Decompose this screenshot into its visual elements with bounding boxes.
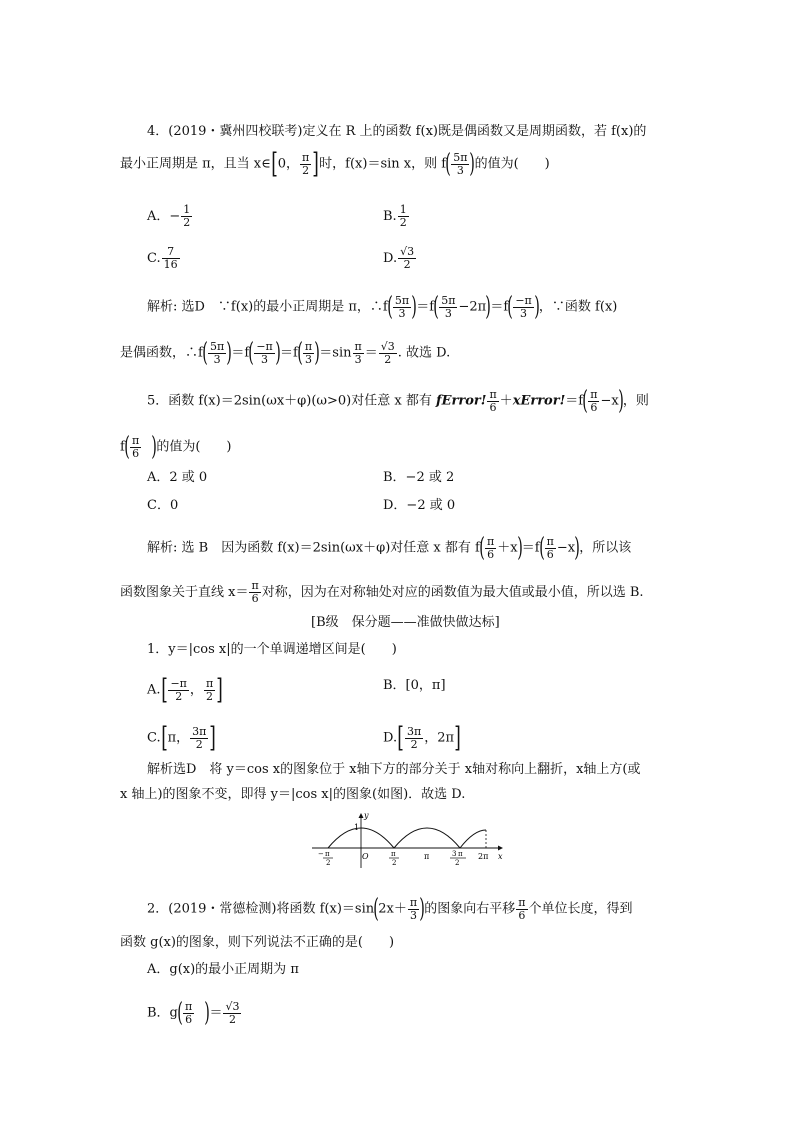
parenthesis: ( <box>297 338 303 368</box>
math-text: 的值为( ) <box>156 439 232 455</box>
parenthesis: ) <box>314 338 321 368</box>
math-text: 3 <box>520 306 528 320</box>
fraction <box>249 580 260 605</box>
q4-option-a <box>147 204 193 229</box>
math-text: −x <box>556 540 576 556</box>
math-text: π <box>251 579 259 592</box>
math-text: D. <box>383 251 398 266</box>
math-text: −x <box>600 393 619 409</box>
math-text: 2．(2019・常德检测)将函数 f(x)＝sin <box>147 901 375 917</box>
q5-solution-line2 <box>120 580 644 605</box>
math-text: fError! <box>436 393 487 409</box>
parenthesis: ) <box>151 432 158 462</box>
bracket-close: ] <box>312 147 319 180</box>
math-text: 6 <box>487 547 495 561</box>
math-text: C. <box>147 251 161 266</box>
math-text: π <box>409 895 418 909</box>
parenthesis: ( <box>248 338 255 368</box>
fraction <box>516 897 527 922</box>
math-text: 3π <box>407 724 422 738</box>
fraction <box>190 726 208 751</box>
parenthesis: ) <box>226 338 233 368</box>
parenthesis: ) <box>485 292 492 322</box>
math-text: ＝f <box>521 540 540 556</box>
math-text: 3π <box>192 724 207 738</box>
parenthesis: ) <box>419 894 425 924</box>
bracket: [ <box>160 673 168 706</box>
math-text: π <box>205 676 214 690</box>
b1-solution-line2: x 轴上)的图象不变，即得 y＝|cos x|的图象(如图)．故选 D. <box>120 787 466 802</box>
parenthesis: ( <box>433 292 439 322</box>
math-text: π <box>590 387 598 401</box>
q4-solution-line2 <box>120 340 450 366</box>
math-text: −2π <box>458 299 487 315</box>
math-text: 5π <box>453 150 468 164</box>
math-text: 2 <box>403 258 411 271</box>
b1-solution-line1: 解析选D 将 y＝cos x的图象位于 x轴下方的部分关于 x轴对称向上翻折，x轴上方(或 <box>147 762 641 777</box>
parenthesis: ( <box>124 432 130 462</box>
fraction <box>223 1001 241 1026</box>
math-text: 16 <box>163 258 178 271</box>
fraction <box>451 152 469 177</box>
math-text: ，∵函数 f(x) <box>538 299 618 315</box>
x-label: x <box>498 852 503 861</box>
math-text: ＝f <box>279 345 298 361</box>
math-text: 2 <box>175 689 183 703</box>
math-text: π <box>489 387 497 401</box>
q5-stem-line1 <box>147 388 649 414</box>
b1-option-a <box>147 673 223 706</box>
fraction <box>545 536 556 561</box>
b1-stem: 1．y＝|cos x|的一个单调递增区间是( ) <box>147 642 397 657</box>
fraction <box>379 341 397 366</box>
math-text: π <box>131 433 140 447</box>
math-text: ， <box>189 682 203 698</box>
parenthesis: ) <box>469 149 476 179</box>
b1-option-d <box>383 721 461 754</box>
q4-stem-text: 最小正周期是 π，且当 x∈ <box>120 156 271 172</box>
fraction <box>513 295 533 320</box>
math-text: ＝f <box>231 345 250 361</box>
b2-option-a: A．g(x)的最小正周期为 π <box>147 962 299 977</box>
math-text: ，则 <box>622 393 649 409</box>
fraction <box>398 246 416 271</box>
math-text: 3 <box>410 908 417 922</box>
q4-solution-line1 <box>147 294 617 320</box>
math-text: ＝ <box>364 345 378 361</box>
math-text: 3 <box>444 306 452 320</box>
math-text: 3 <box>354 352 362 366</box>
tick-neg-pi: π <box>325 850 330 858</box>
q4-option-d <box>383 246 417 271</box>
math-text: 5π <box>209 339 225 353</box>
q5-option-a: A．2 或 0 <box>147 470 208 485</box>
fraction <box>162 246 180 271</box>
section-b-heading: [B级 保分题——准做快做达标] <box>311 615 500 630</box>
abs-cos-curve-end <box>460 830 486 848</box>
math-text: f <box>120 439 125 455</box>
math-text: −π <box>256 339 273 353</box>
math-text: 2 <box>384 352 392 366</box>
math-text: ＋ <box>499 393 513 409</box>
parenthesis: ) <box>516 533 523 563</box>
math-text: ＝ <box>209 1005 223 1021</box>
math-text: D. <box>383 730 398 746</box>
parenthesis: ( <box>582 386 588 416</box>
math-text: ＝f <box>416 299 435 315</box>
fraction <box>439 295 457 320</box>
math-text: 个单位长度，得到 <box>528 901 633 917</box>
math-text: 3 <box>305 352 313 366</box>
parenthesis: ) <box>618 386 624 416</box>
tick-pi-half: π <box>391 850 396 858</box>
parenthesis: ) <box>574 533 581 563</box>
bracket: ] <box>216 673 223 706</box>
math-text: 是偶函数，∴f <box>120 345 203 361</box>
math-text: ＝f <box>490 299 509 315</box>
math-text: . 故选 D. <box>397 345 451 361</box>
parenthesis: ( <box>387 292 393 322</box>
parenthesis: ( <box>202 338 208 368</box>
fraction <box>168 678 188 703</box>
math-text: 3 <box>456 163 464 177</box>
q4-stem-line2 <box>120 147 550 180</box>
q4-stem-line1: 4．(2019・冀州四校联考)定义在 R 上的函数 f(x)既是偶函数又是周期函数，若 f(x)的 <box>147 124 647 139</box>
math-text: A．− <box>147 209 181 224</box>
math-text: 6 <box>518 908 526 922</box>
y-axis-arrow <box>359 813 364 818</box>
q4-stem-text: 的值为( ) <box>474 156 550 172</box>
math-text: π <box>486 534 495 548</box>
math-text: 解析: 选D ∵f(x)的最小正周期是 π，∴f <box>147 299 388 315</box>
math-text: 5．函数 f(x)＝2sin(ωx＋φ)(ω>0)对任意 x 都有 <box>147 393 432 409</box>
q5-option-c: C．0 <box>147 498 179 513</box>
q4-stem-text: 时，f(x)＝sin x，则 f <box>319 156 447 172</box>
b1-option-c <box>147 721 217 754</box>
tick-three-pi: π <box>458 850 463 858</box>
parenthesis: ) <box>411 292 417 322</box>
math-text: 2x＋ <box>378 901 407 917</box>
bracket: ] <box>454 721 461 754</box>
parenthesis: ( <box>373 894 379 924</box>
b1-option-b: B．[0，π] <box>383 678 446 693</box>
q5-solution-line1 <box>147 535 631 561</box>
math-text: 2 <box>302 163 310 177</box>
math-text: ，2π <box>424 730 455 746</box>
math-text: 2 <box>228 1012 236 1026</box>
bracket: ] <box>209 721 217 754</box>
q5-stem-line2 <box>120 434 232 460</box>
math-text: 5π <box>394 293 410 307</box>
fraction <box>485 536 496 561</box>
math-text: B. <box>383 209 397 224</box>
math-text: 1 <box>399 203 407 216</box>
tick-two: 2 <box>392 859 397 867</box>
tick-pi: π <box>424 852 430 861</box>
fraction <box>408 897 419 922</box>
math-text: 对称，因为在对称轴处对应的函数值为最大值或最小值，所以选 B. <box>261 585 644 600</box>
math-text: 2 <box>410 737 418 751</box>
math-text: 1 <box>183 203 191 216</box>
fraction <box>353 341 364 366</box>
parenthesis: ( <box>479 533 485 563</box>
math-text: 2 <box>195 737 203 751</box>
math-text: −π <box>515 293 532 307</box>
math-text: C. <box>147 730 161 746</box>
tick-two: 2 <box>455 859 460 867</box>
fraction <box>487 389 498 414</box>
fraction <box>300 152 311 177</box>
fraction <box>398 204 409 229</box>
math-text: √3 <box>400 245 415 258</box>
math-text: ＝sin <box>319 345 352 361</box>
math-text: −π <box>170 676 187 690</box>
math-text: √3 <box>380 339 395 353</box>
math-text: A. <box>147 682 161 698</box>
parenthesis: ) <box>204 998 211 1028</box>
math-text: π <box>354 339 362 353</box>
math-text: π <box>304 339 313 353</box>
tick-neg-two: 2 <box>326 859 331 867</box>
tick-one: 1 <box>354 823 360 832</box>
fraction <box>130 435 141 460</box>
bracket: [ <box>160 721 168 754</box>
parenthesis: ) <box>275 338 281 368</box>
abs-cos-curve <box>328 828 460 848</box>
parenthesis: ( <box>507 292 514 322</box>
fraction <box>208 341 226 366</box>
math-text: 解析: 选 B 因为函数 f(x)＝2sin(ωx＋φ)对任意 x 都有 f <box>147 540 480 556</box>
b2-option-b <box>147 1000 242 1026</box>
math-text: 2 <box>206 689 214 703</box>
y-label: y <box>364 811 369 820</box>
math-text: 6 <box>590 400 598 414</box>
q5-option-b: B．−2 或 2 <box>383 470 455 485</box>
math-text: 5π <box>441 293 456 307</box>
origin-label: O <box>362 852 369 861</box>
math-text: 6 <box>132 446 140 460</box>
math-text: 3 <box>398 306 406 320</box>
math-text: π <box>301 150 310 164</box>
parenthesis: ( <box>445 149 451 179</box>
bracket: [ <box>397 721 404 754</box>
math-text: 2 <box>183 216 191 229</box>
math-text: π， <box>167 730 190 746</box>
math-text: ，所以该 <box>579 540 632 556</box>
math-text: 函数图象关于直线 x＝ <box>120 585 249 600</box>
math-text: 的图象向右平移 <box>424 901 516 917</box>
tick-three: 3 <box>452 850 457 858</box>
fraction <box>254 341 274 366</box>
q4-interval-start: 0， <box>277 156 299 172</box>
bracket-open: [ <box>270 147 278 180</box>
math-text: ＋x <box>497 540 518 556</box>
math-text: 2 <box>399 216 407 229</box>
math-text: π <box>518 895 526 909</box>
b2-stem-line2: 函数 g(x)的图象，则下列说法不正确的是( ) <box>120 935 395 950</box>
fraction <box>204 678 215 703</box>
fraction <box>181 204 192 229</box>
q5-option-d: D．−2 或 0 <box>383 498 456 513</box>
math-text: 7 <box>162 246 180 259</box>
q4-option-b <box>383 204 410 229</box>
fraction <box>183 1001 194 1026</box>
math-text: 3 <box>261 352 269 366</box>
fraction <box>393 295 411 320</box>
math-text: √3 <box>225 999 240 1013</box>
math-text: 6 <box>251 592 259 605</box>
abs-cos-graph <box>310 810 510 870</box>
fraction <box>405 726 423 751</box>
math-text: π <box>185 999 193 1013</box>
math-text: 6 <box>185 1012 193 1026</box>
math-text: π <box>546 534 554 548</box>
parenthesis: ( <box>177 998 183 1028</box>
math-text: B．g <box>147 1005 178 1021</box>
q4-option-c <box>147 246 181 271</box>
tick-two-pi: 2π <box>478 852 489 861</box>
parenthesis: ( <box>538 533 545 563</box>
math-text: 6 <box>546 547 554 561</box>
fraction <box>303 341 314 366</box>
math-text: 6 <box>489 400 497 414</box>
fraction <box>588 389 599 414</box>
tick-neg-sign: − <box>318 850 324 858</box>
math-text: 3 <box>213 352 221 366</box>
parenthesis: ) <box>534 292 540 322</box>
math-text: xError! <box>512 393 566 409</box>
math-text: ＝f <box>565 393 584 409</box>
b2-stem-line1 <box>147 896 633 922</box>
x-axis-arrow <box>498 846 503 851</box>
